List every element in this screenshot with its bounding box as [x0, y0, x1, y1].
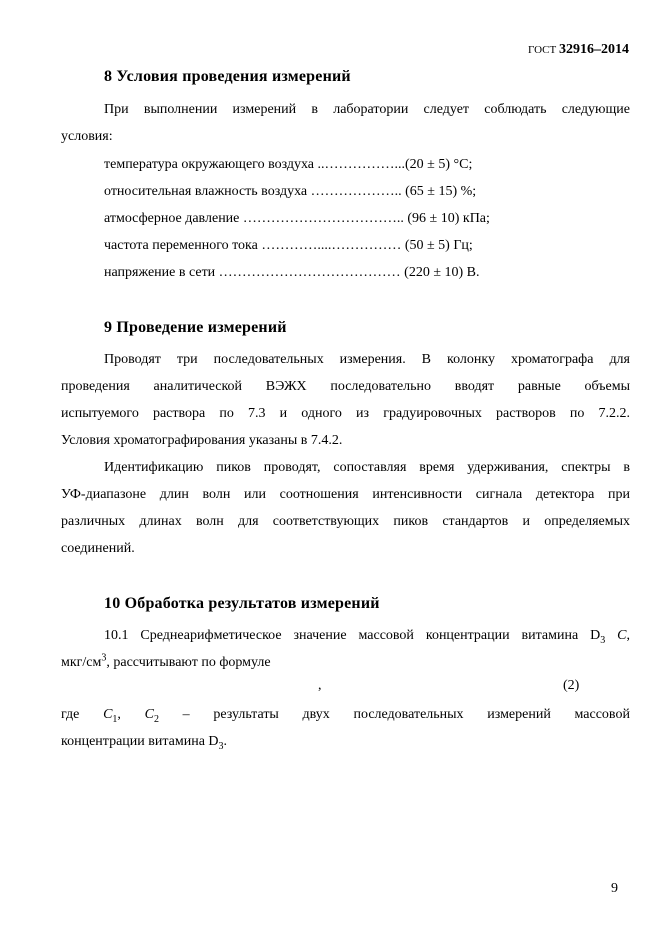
where-dash: –	[182, 707, 190, 722]
section-10-title: 10 Обработка результатов измерений	[104, 595, 380, 612]
formula-number: (2)	[563, 678, 580, 693]
p10-var-c: C	[617, 628, 627, 643]
p10-line-1-end: ,	[626, 628, 630, 643]
section-9-title: 9 Проведение измерений	[104, 319, 287, 336]
condition-pressure: атмосферное давление …………………………….. (96 ± 10) кПа;	[104, 211, 490, 226]
intro-line-1: При выполнении измерений в лаборатории следует соблюдать следующие	[104, 102, 630, 117]
p10-unit: мкг/см	[61, 655, 102, 670]
formula-comma: ,	[318, 678, 322, 693]
condition-voltage: напряжение в сети ………………………………… (220 ± 10) В.	[104, 265, 480, 280]
header-standard-number: 32916–2014	[559, 42, 629, 57]
page-number: 9	[611, 881, 618, 896]
p2-line-2: УФ-диапазоне длин волн или соотношения интенсивности сигнала детектора при	[61, 487, 630, 502]
where-word-4: последовательных	[353, 707, 464, 722]
intro-line-2: условия:	[61, 129, 113, 144]
condition-frequency: частота переменного тока …………....…………… (50 ± 5) Гц;	[104, 238, 473, 253]
section-8-intro	[61, 96, 630, 150]
p10-sub-3: 3	[600, 634, 606, 646]
p2-line-1: Идентификацию пиков проводят, сопоставляя время удерживания, спектры в	[104, 460, 630, 475]
where-word-2: результаты	[213, 707, 279, 722]
section-10-paragraph	[61, 622, 630, 676]
p1-line-3: испытуемого раствора по 7.3 и одного из градуировочных растворов по 7.2.2.	[61, 406, 630, 421]
p1-line-1: Проводят три последовательных измерения. В колонку хроматографа для	[104, 352, 630, 367]
condition-temperature: температура окружающего воздуха ..……………...(20 ± 5) °С;	[104, 157, 473, 172]
p10-line-1a: 10.1 Среднеарифметическое значение массовой концентрации витамина D	[104, 628, 601, 643]
condition-humidity: относительная влажность воздуха ……………….. (65 ± 15) %;	[104, 184, 477, 199]
section-9-paragraph-2	[61, 454, 630, 562]
p2-line-4: соединений.	[61, 541, 135, 556]
p10-sup-3: 3	[101, 652, 107, 664]
section-9-paragraph-1	[61, 346, 630, 454]
p10-line-2b: , рассчитывают по формуле	[106, 655, 271, 670]
p2-line-3: различных длинах волн для соответствующих пиков стандартов и определяемых	[61, 514, 630, 529]
document-header	[528, 40, 629, 59]
section-8-title: 8 Условия проведения измерений	[104, 68, 351, 85]
header-prefix: ГОСТ	[528, 44, 559, 56]
where-word-3: двух	[302, 707, 330, 722]
where-c2: $C_2$	[144, 707, 159, 725]
where-word-5: измерений	[487, 707, 551, 722]
p1-line-2: проведения аналитической ВЭЖХ последовательно вводят равные объемы	[61, 379, 630, 394]
where-word-6: массовой	[574, 707, 630, 722]
where-c1: $C_1$,	[103, 707, 121, 725]
where-line-2: концентрации витамина $D_3$.	[61, 734, 228, 752]
where-line-1	[61, 706, 630, 724]
where-word: где	[61, 707, 80, 722]
p1-line-4: Условия хроматографирования указаны в 7.4.2.	[61, 433, 343, 448]
